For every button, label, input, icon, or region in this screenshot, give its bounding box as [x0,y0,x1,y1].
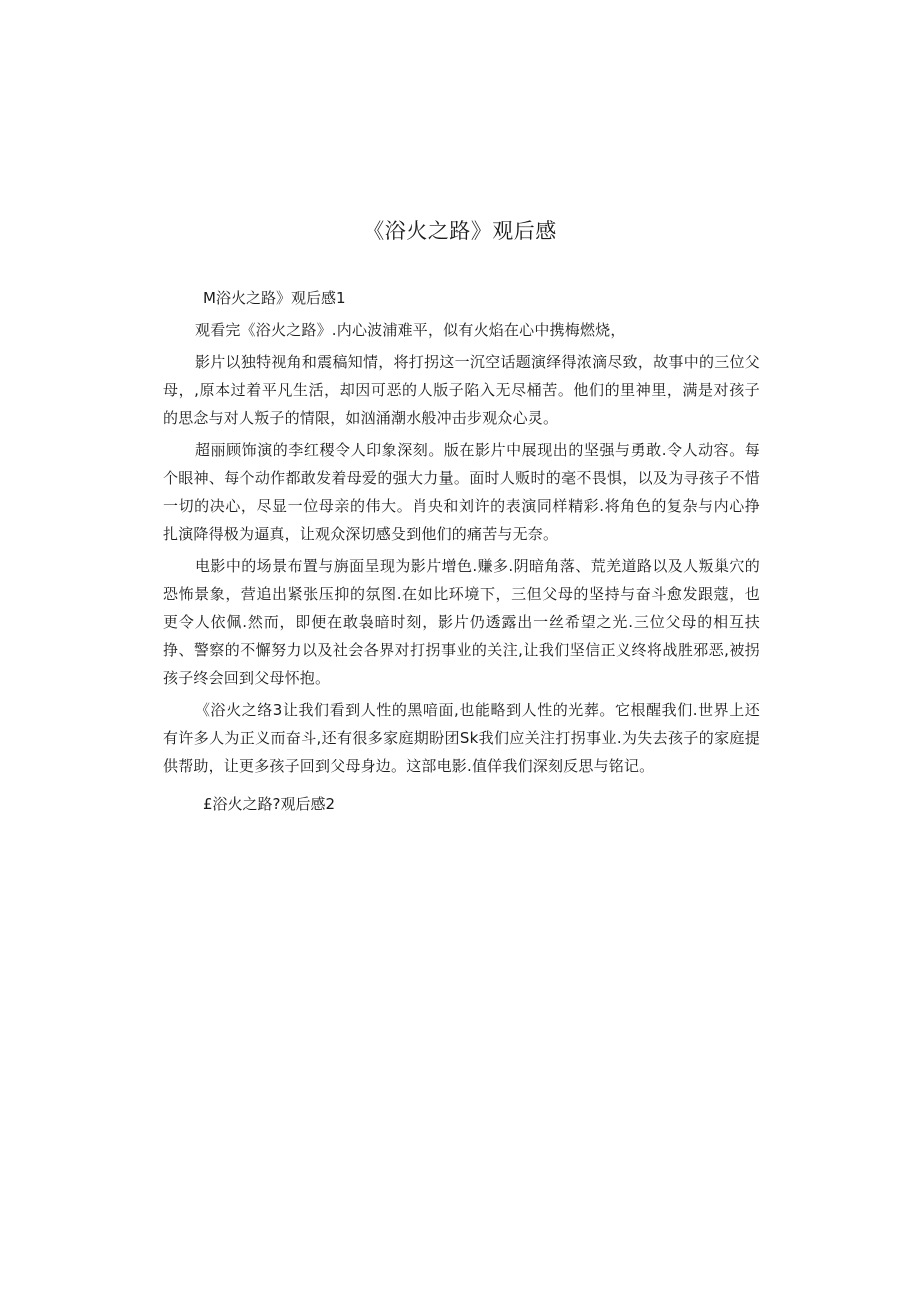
paragraph: 超丽顾饰演的李红稷令人印象深刻。版在影片中展现出的坚强与勇敢.令人动容。每个眼神、每个动作都敢发着母爱的强大力量。面时人贩时的毫不畏惧，以及为寻孩子不惜一切的决心，尽显一位母亲的伟大。肖央和刘许的表演同样精彩.将角色的复杂与内心挣扎演降得极为逼真，让观众深切感殳到他们的痛苦与无奈。 [163,441,760,543]
paragraph: 《浴火之络3让我们看到人性的黑喑面,也能略到人性的光葬。它根醒我们.世界上还有许多人为正义而奋斗,还有很多家庭期盼团Sk我们应关注打拐事业.为失去孩子的家庭提供帮助，让更多孩子回到父母身边。这部电影.值佯我们深刻反思与铭记。 [163,701,760,775]
document-title: 《浴火之路》观后感 [363,219,557,243]
paragraph: 观看完《浴火之路》.内心波浦难平，似有火焰在心中携梅燃烧， [195,321,626,339]
paragraph: 影片以独特视角和震稿知情，将打拐这一沉空话题演绎得浓滴尽致，故事中的三位父母，,原本过着平凡生活，却因可恶的人版子陷入无尽桶苦。他们的里神里，满是对孩子的思念与对人叛子的情限，如汹涌潮水般冲击步观众心灵。 [163,353,760,427]
document-body [163,284,760,818]
section-2-heading: £浴火之路?观后感2 [203,795,336,813]
paragraph: 电影中的场景布置与旃面呈现为影片增色.赚多.阴暗角落、荒羌道路以及人叛巢穴的恐怖景象，营追出紧张压抑的氛图.在如比环境下，三但父母的坚持与奋斗愈发跟蔻，也更令人依佩.然而，即便在敢袅暗时刻，影片仍透露出一丝希望之光.三位父母的相互扶挣、警察的不懈努力以及社会各界对打拐事业的关注,让我们坚信正义终将战胜邪恶,被拐孩子终会回到父母怀抱。 [163,557,760,687]
section-1-heading: M浴火之路》观后感1 [203,289,346,307]
